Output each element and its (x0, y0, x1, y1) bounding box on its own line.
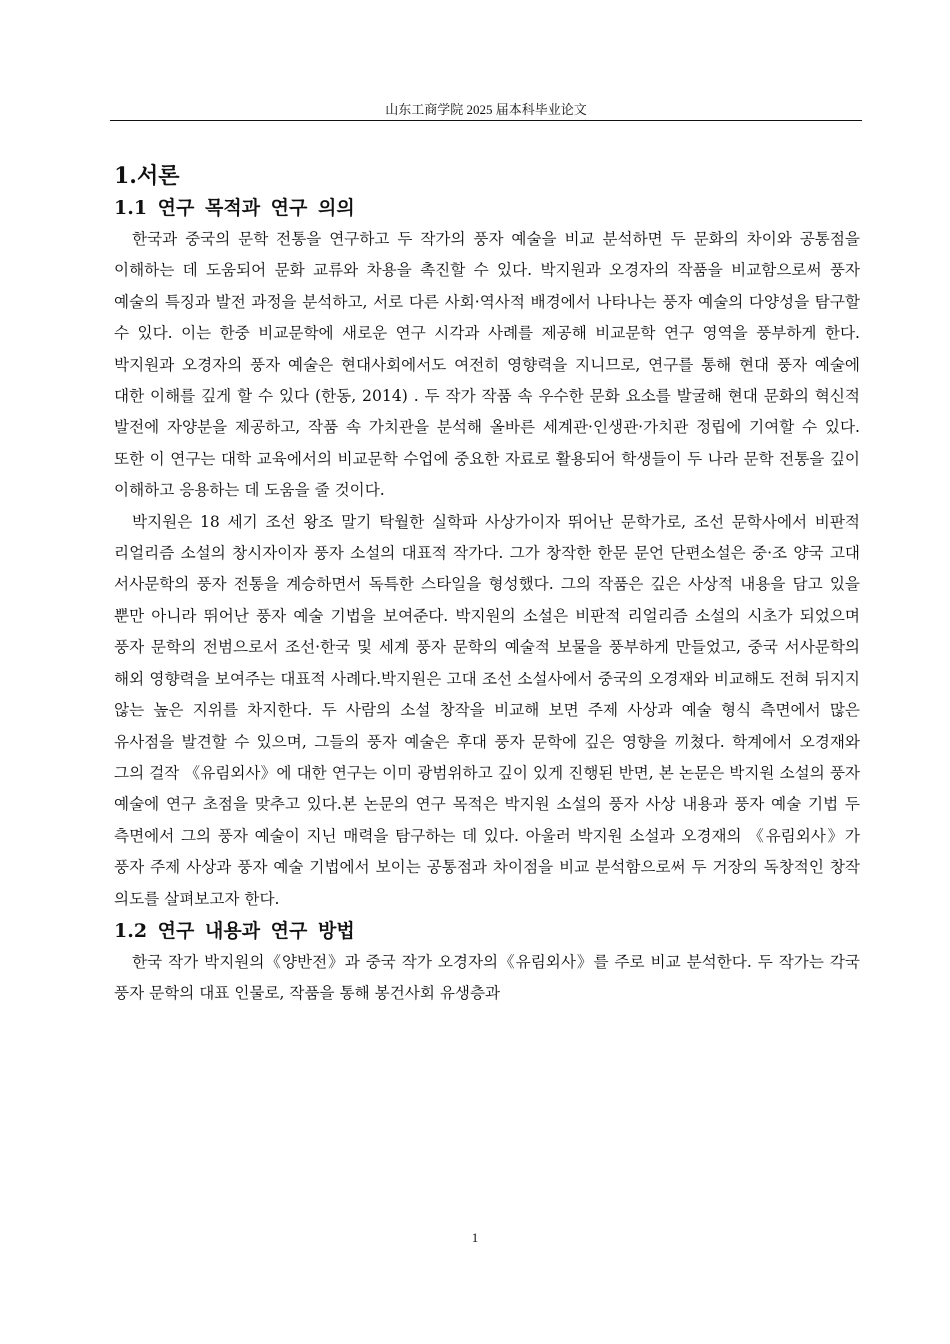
running-header: 山东工商学院 2025 届本科毕业论文 (385, 102, 587, 117)
paragraph-2: 박지원은 18 세기 조선 왕조 말기 탁월한 실학파 사상가이자 뛰어난 문학가로, 조선 문학사에서 비판적 리얼리즘 소설의 창시자이자 풍자 소설의 대표적 작가다. 그가 창작한 한문 문언 단편소설은 중·조 양국 고대 서사문학의 풍자 전통을 계승하면서 독특한 스타일을 형성했다. 그의 작품은 깊은 사상적 내용을 담고 있을 뿐만 아니라 뛰어난 풍자 예술 기법을 보여준다. 박지원의 소설은 비판적 리얼리즘 소설의 시초가 되었으며 풍자 문학의 전범으로서 조선·한국 및 세계 풍자 문학의 예술적 보물을 풍부하게 만들었고, 중국 서사문학의 해외 영향력을 보여주는 대표적 사례다.박지원은 고대 조선 소설사에서 중국의 오경재와 비교해도 전혀 뒤지지 않는 높은 지위를 차지한다. 두 사람의 소설 창작을 비교해 보면 주제 사상과 예술 형식 측면에서 많은 유사점을 발견할 수 있으며, 그들의 풍자 예술은 후대 풍자 문학에 깊은 영향을 끼쳤다. 학계에서 오경재와 그의 걸작 《유림외사》에 대한 연구는 이미 광범위하고 깊이 있게 진행된 반면, 본 논문은 박지원 소설의 풍자 예술에 연구 초점을 맞추고 있다.본 논문의 연구 목적은 박지원 소설의 풍자 사상 내용과 풍자 예술 기법 두 측면에서 그의 풍자 예술이 지닌 매력을 탐구하는 데 있다. 아울러 박지원 소설과 오경재의 《유림외사》가 풍자 주제 사상과 풍자 예술 기법에서 보이는 공통점과 차이점을 비교 분석함으로써 두 거장의 독창적인 창작 의도를 살펴보고자 한다. (114, 512, 860, 908)
page-number: 1 (471, 1230, 479, 1245)
section-title-1-2: 1.2 연구 내용과 연구 방법 (114, 919, 355, 942)
section-title-1-1: 1.1 연구 목적과 연구 의의 (114, 197, 355, 219)
paragraph-1: 한국과 중국의 문학 전통을 연구하고 두 작가의 풍자 예술을 비교 분석하면 두 문화의 차이와 공통점을 이해하는 데 도움되어 문화 교류와 차용을 촉진할 수 있다. 박지원과 오경자의 작품을 비교함으로써 풍자 예술의 특징과 발전 과정을 분석하고, 서로 다른 사회·역사적 배경에서 나타나는 풍자 예술의 다양성을 탐구할 수 있다. 이는 한중 비교문학에 새로운 연구 시각과 사례를 제공해 비교문학 연구 영역을 풍부하게 한다. 박지원과 오경자의 풍자 예술은 현대사회에서도 여전히 영향력을 지니므로, 연구를 통해 현대 풍자 예술에 대한 이해를 깊게 할 수 있다 (한동, 2014) . 두 작가 작품 속 우수한 문화 요소를 발굴해 현대 문화의 혁신적 발전에 자양분을 제공하고, 작품 속 가치관을 분석해 올바른 세계관·인생관·가치관 정립에 기여할 수 있다. 또한 이 연구는 대학 교육에서의 비교문학 수업에 중요한 자료로 활용되어 학생들이 두 나라 문학 전통을 깊이 이해하고 응용하는 데 도움을 줄 것이다. (114, 230, 860, 500)
paragraph-3: 한국 작가 박지원의《양반전》과 중국 작가 오경자의《유림외사》를 주로 비교 분석한다. 두 작가는 각국 풍자 문학의 대표 인물로, 작품을 통해 봉건사회 유생층과 (114, 952, 860, 1003)
chapter-title: 1.서론 (114, 163, 180, 189)
page-content (114, 160, 860, 1010)
header-rule (110, 120, 862, 121)
